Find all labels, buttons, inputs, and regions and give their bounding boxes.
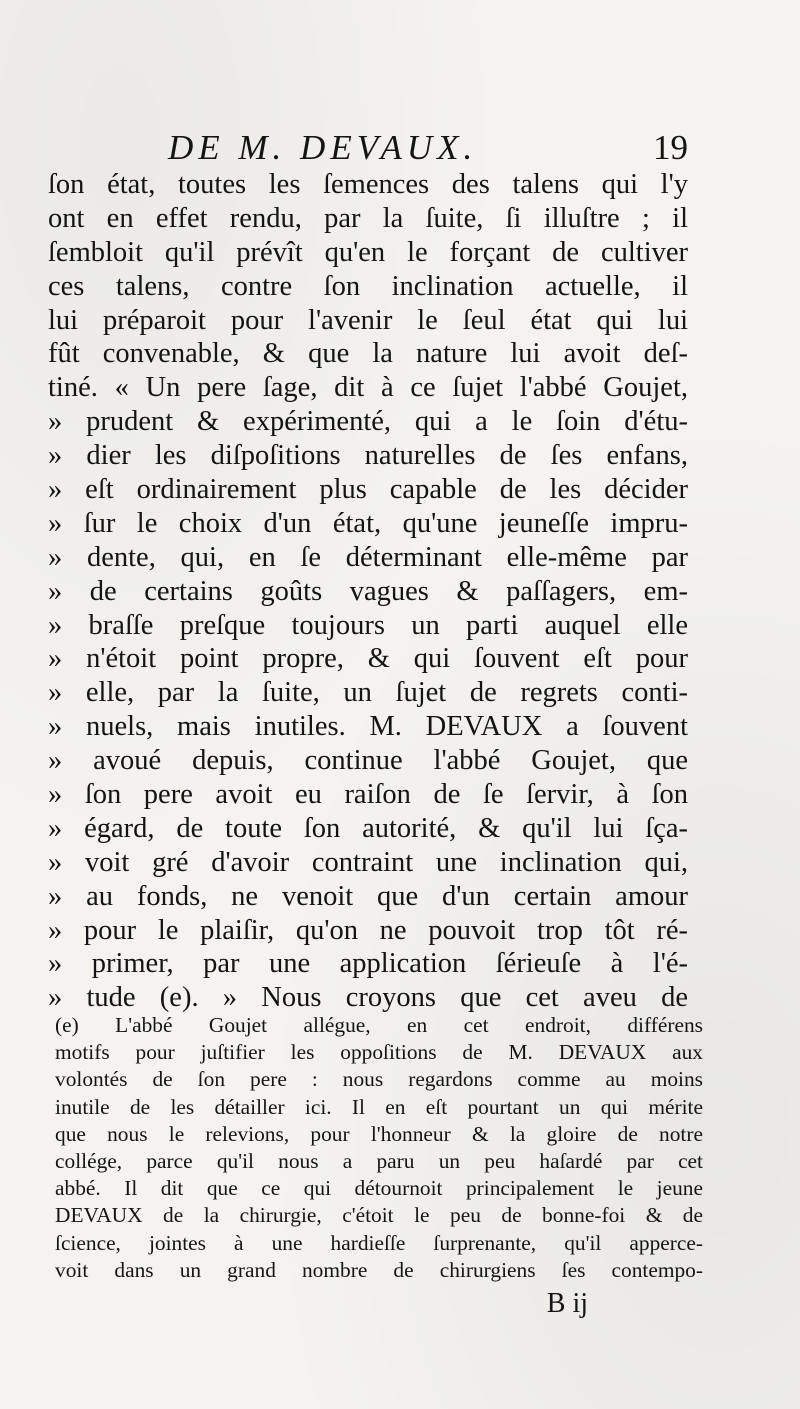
text-line: » braſſe preſque toujours un parti auquel elle	[48, 609, 688, 641]
footnote-line: inutile de les détailler ici. Il en eſt pourtant un qui mérite	[55, 1094, 703, 1119]
footnote-line: abbé. Il dit que ce qui détournoit principalement le jeune	[55, 1176, 703, 1201]
text-line: » ſon pere avoit eu raiſon de ſe ſervir, à ſon	[48, 779, 688, 811]
main-text	[48, 168, 688, 1015]
footnote-line: motifs pour juſtifier les oppoſitions de M. DEVAUX aux	[55, 1040, 703, 1065]
text-line: » eſt ordinairement plus capable de les décider	[48, 474, 688, 506]
text-line: » dier les diſpoſitions naturelles de ſes enfans,	[48, 440, 688, 472]
text-line: » primer, par une application ſérieuſe à l'é-	[48, 948, 688, 980]
text-line: ont en effet rendu, par la ſuite, ſi illuſtre ; il	[48, 202, 688, 234]
running-head	[168, 128, 688, 168]
footnote-line: DEVAUX de la chirurgie, c'étoit le peu de bonne-foi & de	[55, 1203, 703, 1228]
footnote-line: que nous le relevions, pour l'honneur & la gloire de notre	[55, 1121, 703, 1146]
text-line: fût convenable, & que la nature lui avoit deſ-	[48, 338, 688, 370]
text-line: ſon état, toutes les ſemences des talens qui l'y	[48, 169, 688, 200]
running-title: DE M. DEVAUX.	[168, 128, 478, 167]
text-line: tiné. « Un pere ſage, dit à ce ſujet l'abbé Goujet,	[48, 372, 688, 404]
text-line: » dente, qui, en ſe déterminant elle-même par	[48, 541, 688, 573]
footnote-line: voit dans un grand nombre de chirurgiens ſes contempo-	[55, 1257, 703, 1282]
signature-mark: B ij	[546, 1288, 588, 1319]
text-line: » elle, par la ſuite, un ſujet de regrets conti-	[48, 677, 688, 709]
text-line: » avoué depuis, continue l'abbé Goujet, que	[48, 745, 688, 777]
footnote-line: volontés de ſon pere : nous regardons comme au moins	[55, 1067, 703, 1092]
text-line: » tude (e). » Nous croyons que cet aveu de	[48, 982, 688, 1014]
text-line: » voit gré d'avoir contraint une inclination qui,	[48, 846, 688, 878]
text-line: » prudent & expérimenté, qui a le ſoin d'étu-	[48, 406, 688, 438]
text-line: » nuels, mais inutiles. M. DEVAUX a ſouvent	[48, 711, 688, 743]
text-line: » au fonds, ne venoit que d'un certain amour	[48, 880, 688, 912]
text-line: » pour le plaiſir, qu'on ne pouvoit trop tôt ré-	[48, 914, 688, 946]
footnote-line: (e) L'abbé Goujet allégue, en cet endroit, différens	[55, 1013, 703, 1037]
page-number: 19	[653, 128, 688, 167]
footnote-line: collége, parce qu'il nous a paru un peu haſardé par cet	[55, 1148, 703, 1173]
footnote-line: ſcience, jointes à une hardieſſe ſurprenante, qu'il apperce-	[55, 1230, 703, 1255]
text-line: » ſur le choix d'un état, qu'une jeuneſſe impru-	[48, 507, 688, 539]
text-line: » n'étoit point propre, & qui ſouvent eſt pour	[48, 643, 688, 675]
text-line: » égard, de toute ſon autorité, & qu'il lui ſça-	[48, 812, 688, 844]
text-line: ces talens, contre ſon inclination actuelle, il	[48, 270, 688, 302]
text-line: lui préparoit pour l'avenir le ſeul état qui lui	[48, 304, 688, 336]
footnote	[55, 1012, 703, 1284]
text-line: ſembloit qu'il prévît qu'en le forçant de cultiver	[48, 236, 688, 268]
text-line: » de certains goûts vagues & paſſagers, em-	[48, 575, 688, 607]
